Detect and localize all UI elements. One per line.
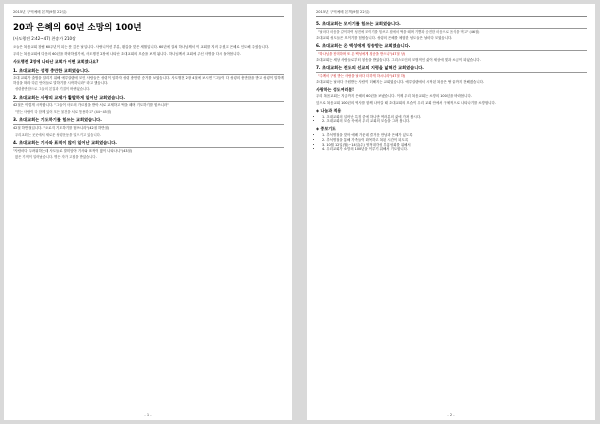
page-number: - 1 -	[144, 413, 152, 417]
section-quote: "하나님을 찬미하며 또 온 백성에게 칭송을 받으니"(47절 상)	[318, 51, 406, 56]
scripture-reference: (사도행전 2:42~47) 찬송가 210장	[13, 36, 76, 41]
section-heading: 5. 초대교회는 모이기를 힘쓰는 교회였습니다.	[316, 21, 587, 29]
page-title: 20과 은혜의 60년 소망의 100년	[13, 23, 142, 33]
section-heading: 3. 초대교회는 기도하기를 힘쓰는 교회였습니다.	[13, 117, 284, 125]
page-header: 2015년 구역예배 본책(9월 22일)	[13, 10, 284, 17]
prayer-title: ◈ 중보기도	[316, 126, 336, 132]
conclusion-paragraph: 우리 복음교회는 지금까지 은혜의 60년을 보냈습니다. 이제 우리 복음교회는 소망의 100년을 바라봅니다.	[316, 94, 472, 99]
share-list	[316, 115, 587, 124]
section-heading: 4. 초대교회는 기사와 표적이 많이 일어난 교회였습니다.	[13, 140, 284, 148]
share-title: ◈ 나눔과 적용	[316, 107, 342, 113]
page-right	[307, 4, 595, 420]
conclusion-title: 사랑하는 성도여러분!	[316, 87, 354, 93]
section-quote: 성령충만함으로 그들의 본질과 기질이 바뀌었습니다.	[15, 87, 91, 92]
page-left	[4, 4, 292, 420]
section-body: 초대교회는 날마다 구원받는 사람이 더해지는 교회였습니다. 예루살렘에서 시작된 복음은 땅 끝까지 전해졌습니다.	[316, 79, 484, 84]
study-question: 사도행전 2장에 나타난 교회가 어떤 교회였나요?	[13, 58, 99, 64]
section-heading: 7. 초대교회는 전도의 선교의 지평을 넓혀간 교회였습니다.	[316, 65, 587, 73]
section-body: 42절은 이렇게 시작합니다. "그들이 사도의 가르침을 받아 서로 교제하고 떡을 떼며 기도하기를 힘쓰니라"	[13, 103, 169, 108]
section-quote: "주께서 구원 받는 사람을 날마다 더하게 하시니라"(47절 하)	[318, 73, 406, 78]
list-item: • 2. 초대교회의 모습 속에서 우리 교회의 모습을 그려 봅니다.	[322, 119, 587, 124]
section-quote: "날마다 마음을 같이하여 성전에 모이기를 힘쓰고 집에서 떡을 떼며 기쁨과 순전한 마음으로 음식을 먹고" (46절)	[318, 29, 480, 34]
list-item: • 1. 추석명절을 맞아 예배 가운데 즐거운 만남과 은혜가 있도록	[322, 133, 587, 138]
section-quote: "믿는 사람이 다 함께 있어 모든 물건을 서로 통용하고" (44~45절)	[15, 110, 112, 115]
prayer-list	[316, 133, 587, 151]
page-number: - 2 -	[447, 413, 455, 417]
conclusion-paragraph: 앞으로 복음교회 100년의 역사를 함께 나아갈 때 초대교회의 모습이 우리 교회 안에서 구체적으로 나타나기를 소망합니다.	[316, 100, 496, 105]
list-item: • 4. 우리교회가 소망의 100년을 이루기 위해서 기도합니다.	[322, 147, 587, 152]
intro-paragraph: 오늘은 복음교회 창립 60주년이 되는 뜻 깊은 날입니다. 사랑니이션 부분, 환갑을 맞은 세월입니다. 60년에 걸쳐 하나님께서 이 교회를 지켜 주셨고 은혜로 인도해 주셨습니다.	[13, 45, 270, 49]
list-item: • 2. 추석명절을 통해 가족들이 화목하고 복된 시간이 되도록	[322, 138, 587, 143]
section-heading: 2. 초대교회는 사랑의 교제가 활발하게 일어난 교회였습니다.	[13, 95, 284, 103]
section-quote: 우리교회는 곳곳에서 새로운 성령운동을 일으키고 있습니다.	[15, 132, 101, 137]
section-heading: 1. 초대교회는 성령 충만한 교회였습니다.	[13, 68, 284, 76]
section-body: 초대 교회가 출범을 알리기 위해 예루살렘에 모인 사람들은 성령이 임하자 성령 충만한 증거를 보였습니다. 사도행전 2장 4절에 보시면 "그들이 다 성령의 충만함을 받고 성령이 말하게 하심을 따라 다른 언어들로 말하기를 시작하니라" 라고 했습니다.	[13, 76, 284, 85]
section-body: 42절 하반절입니다. "오로지 기도하기를 힘쓰니라"(42절 하반절)	[13, 126, 110, 131]
page-header: 2015년 구역예배 본책(9월 22일)	[316, 10, 587, 17]
section-body: "사람마다 두려워하는데 사도들로 말미암아 기사와 표적이 많이 나타나니"(43절)	[13, 148, 133, 153]
section-body: 초대교회 성도들은 모이기를 힘썼습니다. 성령의 은혜를 체험한 성도들은 날마다 모였습니다.	[316, 35, 453, 40]
list-item: • 3. 10월 12일(월)~14일(수) 영적대각성 부흥성회를 위해서	[322, 143, 587, 148]
section-body: 초대교회는 세상 사람들로부터 칭송을 받았습니다. 그리스도인의 모범적인 삶이 세상에 빛과 소금이 되었습니다.	[316, 57, 481, 62]
section-quote: 많은 기적이 일어났습니다. 병든 자가 고침을 받았습니다.	[15, 155, 97, 160]
intro-paragraph: 우리는 복음교회에 다음의 60년을 허락하셨기에, 사도행전 2장에 나타난 초대교회의 모습을 보게 됩니다. 하나님께서 교회에 주신 사명을 다시 돌아봅니다.	[13, 51, 241, 56]
list-item: • 1. 초대교회의 일어난 특징 중에 하나만 여러분의 삶에 가져 봅시다.	[322, 115, 587, 120]
section-heading: 6. 초대교회는 온 백성에게 칭송받는 교회였습니다.	[316, 43, 587, 51]
